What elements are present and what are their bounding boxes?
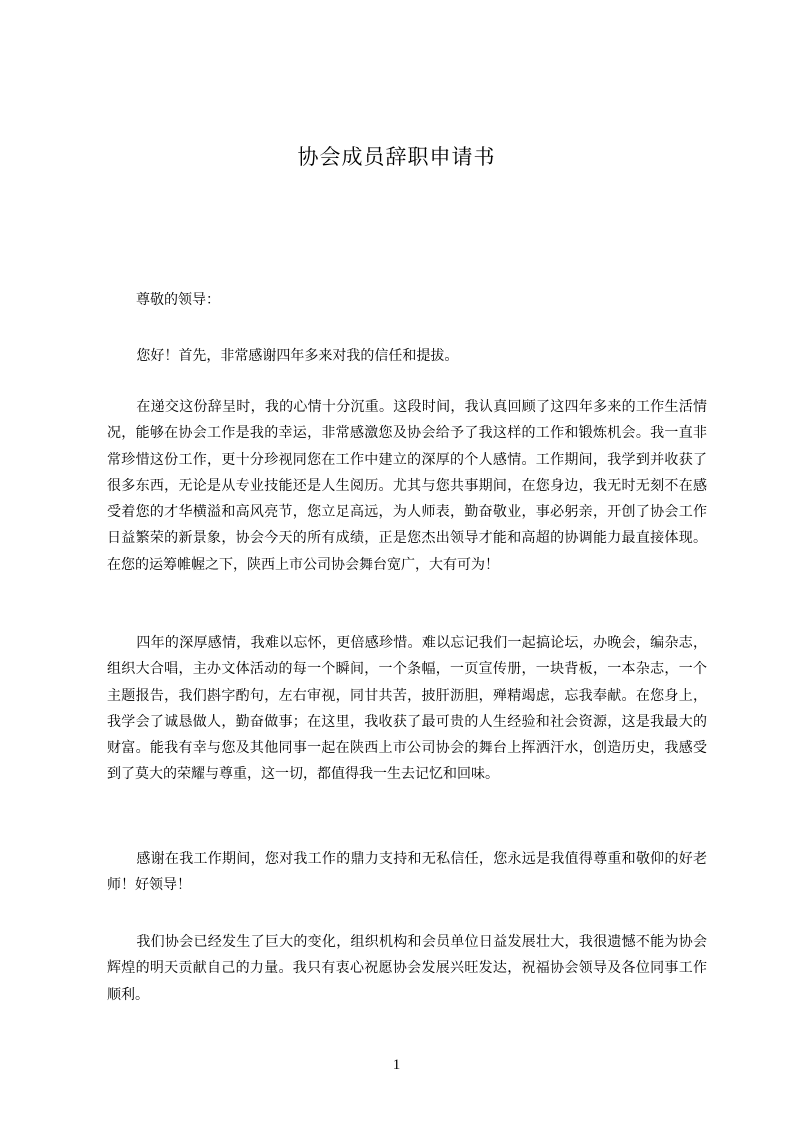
paragraph-thanks: 感谢在我工作期间，您对我工作的鼎力支持和无私信任，您永远是我值得尊重和敬仰的好老师！好领导！ [107,851,707,894]
salutation: 尊敬的领导： [136,292,220,308]
paragraph-wishes: 我们协会已经发生了巨大的变化，组织机构和会员单位日益发展壮大，我很遗憾不能为协会辉煌的明天贡献自己的力量。我只有衷心祝愿协会发展兴旺发达，祝福协会领导及各位同事工作顺利。 [107,934,707,1003]
document-title: 协会成员辞职申请书 [297,145,496,169]
page-number: 1 [392,1057,401,1073]
paragraph-reflection: 在递交这份辞呈时，我的心情十分沉重。这段时间，我认真回顾了这四年多来的工作生活情况，能够在协会工作是我的幸运，非常感激您及协会给予了我这样的工作和锻炼机会。我一直非常珍惜这份工作，更十分珍视同您在工作中建立的深厚的个人感情。工作期间，我学到并收获了很多东西，无论是从专业技能还是人生阅历。尤其与您共事期间，在您身边，我无时无刻不在感受着您的才华横溢和高风亮节，您立足高远，为人师表，勤奋敬业，事必躬亲，开创了协会工作日益繁荣的新景象，协会今天的所有成绩，正是您杰出领导才能和高超的协调能力最直接体现。在您的运筹帷幄之下，陕西上市公司协会舞台宽广，大有可为！ [107,399,707,573]
paragraph-memories: 四年的深厚感情，我难以忘怀，更倍感珍惜。难以忘记我们一起搞论坛，办晚会，编杂志，组织大合唱，主办文体活动的每一个瞬间，一个条幅，一页宣传册，一块背板，一本杂志，一个主题报告，我们斟字酌句，左右审视，同甘共苦，披肝沥胆，殚精竭虑，忘我奉献。在您身上，我学会了诚恳做人，勤奋做事；在这里，我收获了最可贵的人生经验和社会资源，这是我最大的财富。能我有幸与您及其他同事一起在陕西上市公司协会的舞台上挥洒汗水，创造历史，我感受到了莫大的荣耀与尊重，这一切，都值得我一生去记忆和回味。 [107,635,707,783]
paragraph-greeting: 您好！首先，非常感谢四年多来对我的信任和提拔。 [136,348,459,364]
